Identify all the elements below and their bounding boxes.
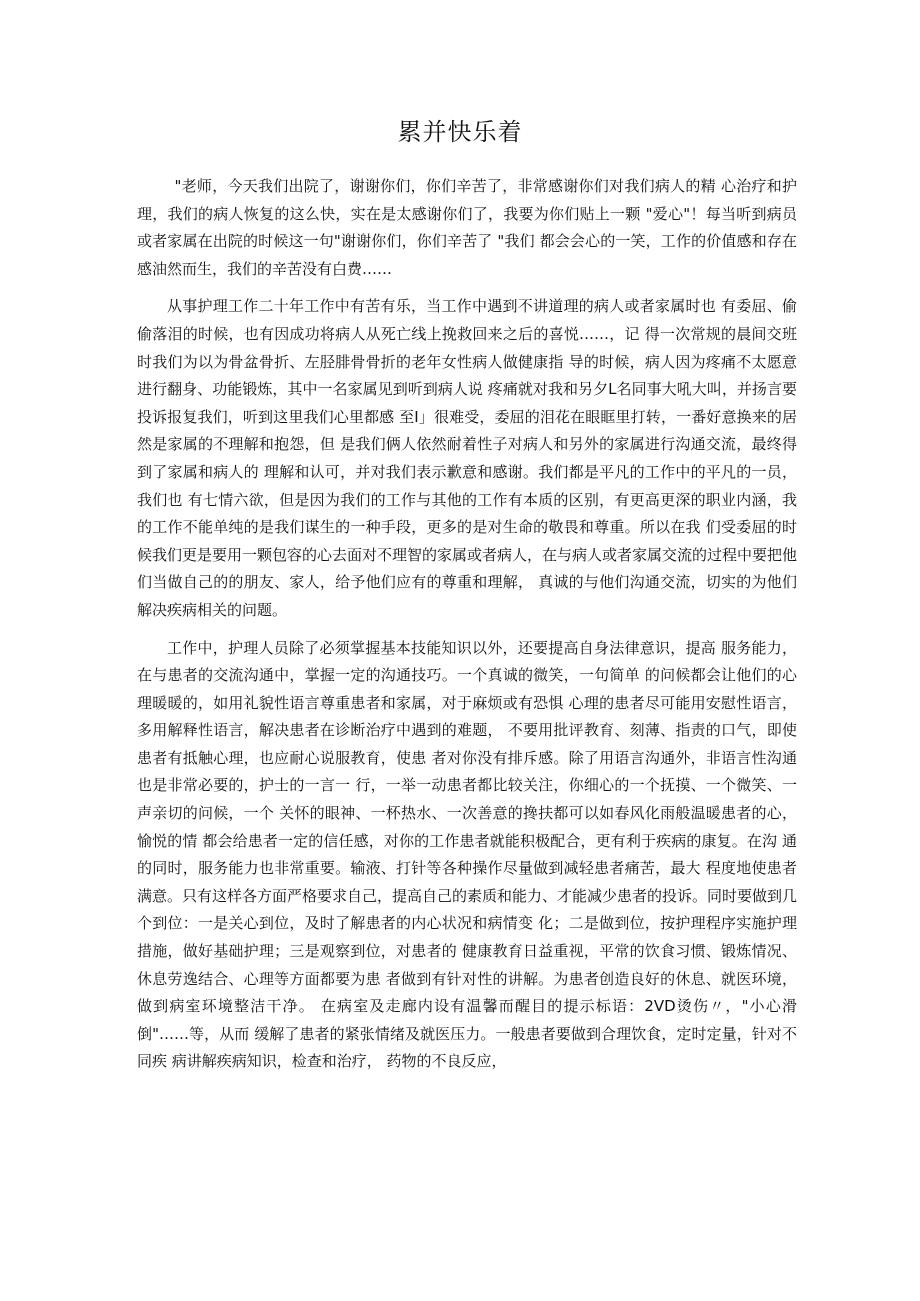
paragraph-3: 工作中，护理人员除了必须掌握基本技能知识以外，还要提高自身法律意识，提高 服务能力，在与患者的交流沟通中，掌握一定的沟通技巧。一个真诚的微笑，一句简单 的问候都会让他们的心理暖暖的，如用礼貌性语言尊重患者和家属，对于麻烦或有恐惧 心理的患者尽可能用安慰性语言，多用解释性语言，解决患者在诊断治疗中遇到的难题， 不要用批评教育、刻薄、指责的口气，即使患者有抵触心理，也应耐心说服教育，使患 者对你没有排斥感。除了用语言沟通外，非语言性沟通也是非常必要的，护士的一言一 行，一举一动患者都比较关注，你细心的一个抚摸、一个微笑、一声亲切的问候，一个 关怀的眼神、一杯热水、一次善意的搀扶都可以如春风化雨般温暖患者的心，愉悦的情 都会给患者一定的信任感，对你的工作患者就能积极配合，更有利于疾病的康复。在沟 通的同时，服务能力也非常重要。输液、打针等各种操作尽量做到减轻患者痛苦，最大 程度地使患者满意。只有这样各方面严格要求自己，提高自己的素质和能力、才能减少患者的投诉。同时要做到几个到位：一是关心到位，及时了解患者的内心状况和病情变 化；二是做到位，按护理程序实施护理措施，做好基础护理；三是观察到位，对患者的 健康教育日益重视，平常的饮食习惯、锻炼情况、休息劳逸结合、心理等方面都要为患 者做到有针对性的讲解。为患者创造良好的休息、就医环境，做到病室环境整洁干净。 在病室及走廊内设有温馨而醒目的提示标语：2VD烫伤〃，"小心滑倒"……等，从而 缓解了患者的紧张情绪及就医压力。一般患者要做到合理饮食，定时定量，针对不同疾 病讲解疾病知识，检查和治疗， 药物的不良反应， [137, 638, 798, 1071]
paragraph-1: "老师，今天我们出院了，谢谢你们，你们辛苦了，非常感谢你们对我们病人的精 心治疗和护理，我们的病人恢复的这么快，实在是太感谢你们了，我要为你们贴上一颗 "爱心"！每当听到病员或者家属在出院的时候这一句"谢谢你们，你们辛苦了 "我们 都会会心的一笑，工作的价值感和存在感油然而生，我们的辛苦没有白费…… [137, 177, 797, 278]
paragraph-2: 从事护理工作二十年工作中有苦有乐，当工作中遇到不讲道理的病人或者家属时也 有委屈、偷偷落泪的时候，也有因成功将病人从死亡线上挽救回来之后的喜悦……，记 得一次常规的晨间交班时我们为以为骨盆骨折、左胫腓骨骨折的老年女性病人做健康指 导的时候，病人因为疼痛不太愿意进行翻身、功能锻炼，其中一名家属见到听到病人说 疼痛就对我和另夕L名同事大吼大叫，并扬言要投诉报复我们，听到这里我们心里都感 至I」很难受，委屈的泪花在眼眶里打转，一番好意换来的居然是家属的不理解和抱怨，但 是我们俩人依然耐着性子对病人和另外的家属进行沟通交流，最终得到了家属和病人的 理解和认可，并对我们表示歉意和感谢。我们都是平凡的工作中的平凡的一员，我们也 有七情六欲，但是因为我们的工作与其他的工作有本质的区别，有更高更深的职业内涵，我的工作不能单纯的是我们谋生的一种手段，更多的是对生命的敬畏和尊重。所以在我 们受委屈的时候我们更是要用一颗包容的心去面对不理智的家属或者病人，在与病人或者家属交流的过程中要把他们当做自己的的朋友、家人，给予他们应有的尊重和理解， 真诚的与他们沟通交流，切实的为他们解决疾病相关的问题。 [137, 297, 798, 619]
document-body [137, 173, 797, 1086]
document-title: 累并快乐着 [397, 118, 523, 146]
